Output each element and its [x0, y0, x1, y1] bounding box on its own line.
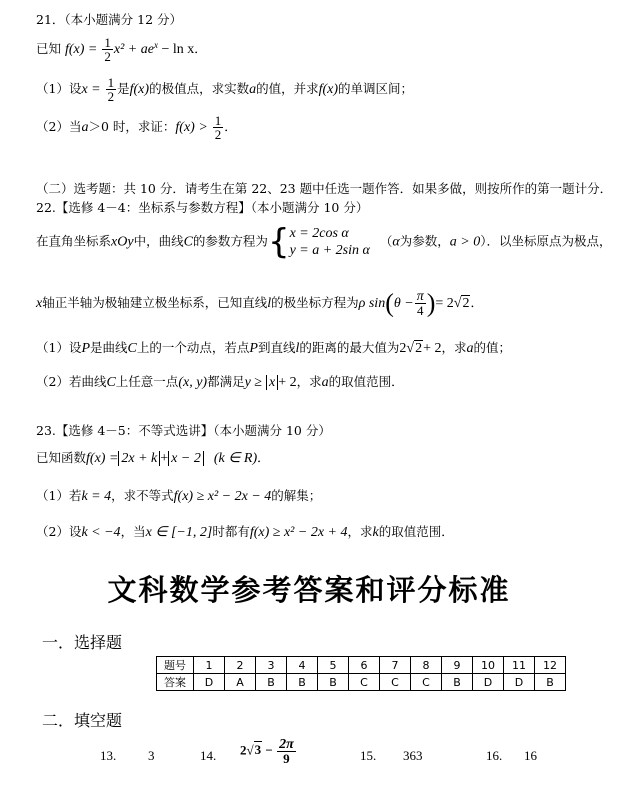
- table-cell: B: [256, 674, 287, 691]
- q22-part2: （2）若曲线C上任意一点(x, y)都满足y ≥ x + 2，求a的取值范围．: [36, 374, 404, 390]
- table-cell: 9: [442, 657, 473, 674]
- q22-line1: 在直角坐标系xOy中，曲线C的参数方程为{ x = 2cos α y = a + 2sin α （α为参数，a > 0）．以坐标原点为极点，: [36, 222, 612, 262]
- q21-part2: （2）当a＞0 时，求证：f(x) > $\frac{1}{2}$ ．: [36, 113, 237, 142]
- table-cell: 11: [504, 657, 535, 674]
- q23-header: 23.【选修 4－5：不等式选讲】（本小题满分 10 分）: [36, 423, 331, 438]
- fill-number-16: 16.: [486, 748, 503, 763]
- table-cell: B: [535, 674, 566, 691]
- table-cell: 5: [318, 657, 349, 674]
- table-cell: D: [473, 674, 504, 691]
- q22-param-system: x = 2cos α y = a + 2sin α: [289, 226, 370, 258]
- q23-part2: （2）设k < −4，当x ∈ [−1, 2]时都有f(x) ≥ x² − 2x + 4，求k的取值范围．: [36, 524, 454, 540]
- fill-answer-15: 363: [403, 748, 423, 763]
- q21-header: 21．（本小题满分 12 分）: [36, 12, 183, 27]
- fill-number-14: 14.: [200, 748, 217, 763]
- q21-given: 已知 f(x) = $\frac{1}{2}$ $x^2 + ae^x - \ln x$．: [36, 35, 207, 64]
- table-cell: C: [349, 674, 380, 691]
- section-fill-heading: 二．填空题: [42, 711, 123, 730]
- fill-number-13: 13.: [100, 748, 117, 763]
- table-cell: C: [380, 674, 411, 691]
- section-choice-heading: 一．选择题: [42, 633, 123, 652]
- table-row-answers: [157, 674, 566, 691]
- table-cell: C: [411, 674, 442, 691]
- table-cell: 10: [473, 657, 504, 674]
- row-label-number: 题号: [157, 657, 194, 674]
- fill-answer-13: 3: [148, 748, 155, 763]
- fill-answer-16: 16: [524, 748, 537, 763]
- table-cell: 1: [194, 657, 225, 674]
- answer-table: [156, 656, 566, 691]
- table-cell: B: [318, 674, 349, 691]
- optional-note: （二）选考题：共 10 分．请考生在第 22、23 题中任选一题作答．如果多做，则按所作的第一题计分．: [36, 181, 613, 196]
- answer-title: 文科数学参考答案和评分标准: [107, 573, 511, 607]
- table-cell: 4: [287, 657, 318, 674]
- table-cell: D: [194, 674, 225, 691]
- table-cell: 7: [380, 657, 411, 674]
- q22-line2: x轴正半轴为极轴建立极坐标系，已知直线l的极坐标方程为ρ sin(θ − $\frac{\pi}{4}$ )= 2√2．: [36, 288, 483, 318]
- q23-line1: 已知函数f(x) = 2x + k + x − 2 (k ∈ R)．: [36, 450, 270, 466]
- q23-part1: （1）若k = 4，求不等式f(x) ≥ x² − 2x − 4的解集；: [36, 488, 322, 504]
- table-cell: 2: [225, 657, 256, 674]
- q21-frac: $\frac{1}{2}$: [104, 35, 111, 64]
- table-row-numbers: [157, 657, 566, 674]
- row-label-answer: 答案: [157, 674, 194, 691]
- table-cell: D: [504, 674, 535, 691]
- table-cell: B: [287, 674, 318, 691]
- q21-part1: （1）设x = $\frac{1}{2}$ 是f(x)的极值点，求实数a的值，并求f(x)的单调区间；: [36, 75, 414, 104]
- table-cell: B: [442, 674, 473, 691]
- table-cell: 12: [535, 657, 566, 674]
- table-cell: 6: [349, 657, 380, 674]
- table-cell: 8: [411, 657, 442, 674]
- q22-header: 22.【选修 4－4：坐标系与参数方程】（本小题满分 10 分）: [36, 200, 369, 215]
- fill-number-15: 15.: [360, 748, 377, 763]
- q22-part1: （1）设P是曲线C上的一个动点，若点P到直线l的距离的最大值为2√2+ 2，求a的值；: [36, 340, 511, 356]
- table-cell: 3: [256, 657, 287, 674]
- fill-answer-14: 2√3 − $\frac{2\pi}{9}$: [240, 737, 294, 766]
- table-cell: A: [225, 674, 256, 691]
